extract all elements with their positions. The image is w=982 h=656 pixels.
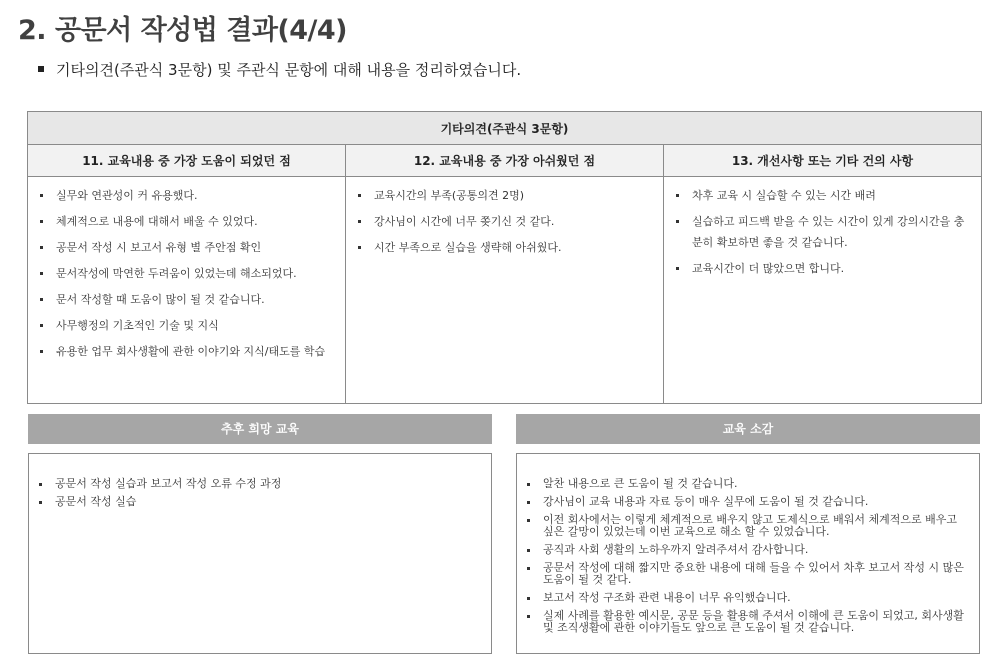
list-item: 공문서 작성에 대해 짧지만 중요한 내용에 대해 들을 수 있어서 차후 보고서 작성 시 많은 도움이 될 것 같다. <box>527 562 967 586</box>
list-item: 보고서 작성 구조화 관련 내용이 너무 유익했습니다. <box>527 592 967 604</box>
list-item: 사무행정의 기초적인 기술 및 지식 <box>40 315 337 336</box>
page-title: 2. 공문서 작성법 결과(4/4) <box>18 15 348 46</box>
impressions-panel <box>516 453 980 654</box>
improvement-list <box>664 177 981 279</box>
list-item: 차후 교육 시 실습할 수 있는 시간 배려 <box>676 185 973 206</box>
regret-cell <box>346 177 664 404</box>
list-item: 공문서 작성 시 보고서 유형 별 주안점 확인 <box>40 237 337 258</box>
list-item: 강사님이 시간에 너무 쫒기신 것 같다. <box>358 211 655 232</box>
column-header-helpful: 11. 교육내용 중 가장 도움이 되었던 점 <box>28 145 346 177</box>
list-item: 체계적으로 내용에 대해서 배울 수 있었다. <box>40 211 337 232</box>
impressions-list <box>517 454 979 634</box>
list-item: 유용한 업무 회사생활에 관한 이야기와 지식/태도를 학습 <box>40 341 337 362</box>
column-header-regret: 12. 교육내용 중 가장 아쉬웠던 점 <box>346 145 664 177</box>
list-item: 알찬 내용으로 큰 도움이 될 것 같습니다. <box>527 478 967 490</box>
list-item: 실습하고 피드백 받을 수 있는 시간이 있게 강의시간을 충분히 확보하면 좋을 것 같습니다. <box>676 211 973 253</box>
list-item: 교육시간의 부족(공통의견 2명) <box>358 185 655 206</box>
list-item: 교육시간이 더 많았으면 합니다. <box>676 258 973 279</box>
list-item: 문서 작성할 때 도움이 많이 될 것 같습니다. <box>40 289 337 310</box>
list-item: 문서작성에 막연한 두려움이 있었는데 해소되었다. <box>40 263 337 284</box>
list-item: 시간 부족으로 실습을 생략해 아쉬웠다. <box>358 237 655 258</box>
impressions-header: 교육 소감 <box>516 414 980 444</box>
future-education-panel <box>28 453 492 654</box>
list-item: 공문서 작성 실습과 보고서 작성 오류 수정 과정 <box>39 478 479 490</box>
helpful-list <box>28 177 345 362</box>
future-education-header: 추후 희망 교육 <box>28 414 492 444</box>
list-item: 실제 사례를 활용한 예시문, 공문 등을 활용해 주셔서 이해에 큰 도움이 되었고, 회사생활 및 조직생활에 관한 이야기들도 앞으로 큰 도움이 될 것 같습니다. <box>527 610 967 634</box>
list-item: 실무와 연관성이 커 유용했다. <box>40 185 337 206</box>
opinion-table <box>27 111 982 404</box>
list-item: 강사님이 교육 내용과 자료 등이 매우 실무에 도움이 될 것 같습니다. <box>527 496 967 508</box>
list-item: 이전 회사에서는 이렇게 체계적으로 배우지 않고 도제식으로 배워서 체계적으로 배우고 싶은 갈망이 있었는데 이번 교육으로 해소 할 수 있었습니다. <box>527 514 967 538</box>
column-header-improvement: 13. 개선사항 또는 기타 건의 사항 <box>664 145 982 177</box>
intro-label: 기타의견(주관식 3문항) 및 주관식 문항에 대해 내용을 정리하였습니다. <box>56 61 522 79</box>
list-item: 공문서 작성 실습 <box>39 496 479 508</box>
improvement-cell <box>664 177 982 404</box>
group-header: 기타의견(주관식 3문항) <box>28 112 982 145</box>
helpful-cell <box>28 177 346 404</box>
square-bullet-icon <box>38 66 44 72</box>
regret-list <box>346 177 663 258</box>
intro-text <box>38 59 521 80</box>
future-education-list <box>29 454 491 508</box>
list-item: 공직과 사회 생활의 노하우까지 알려주셔서 감사합니다. <box>527 544 967 556</box>
